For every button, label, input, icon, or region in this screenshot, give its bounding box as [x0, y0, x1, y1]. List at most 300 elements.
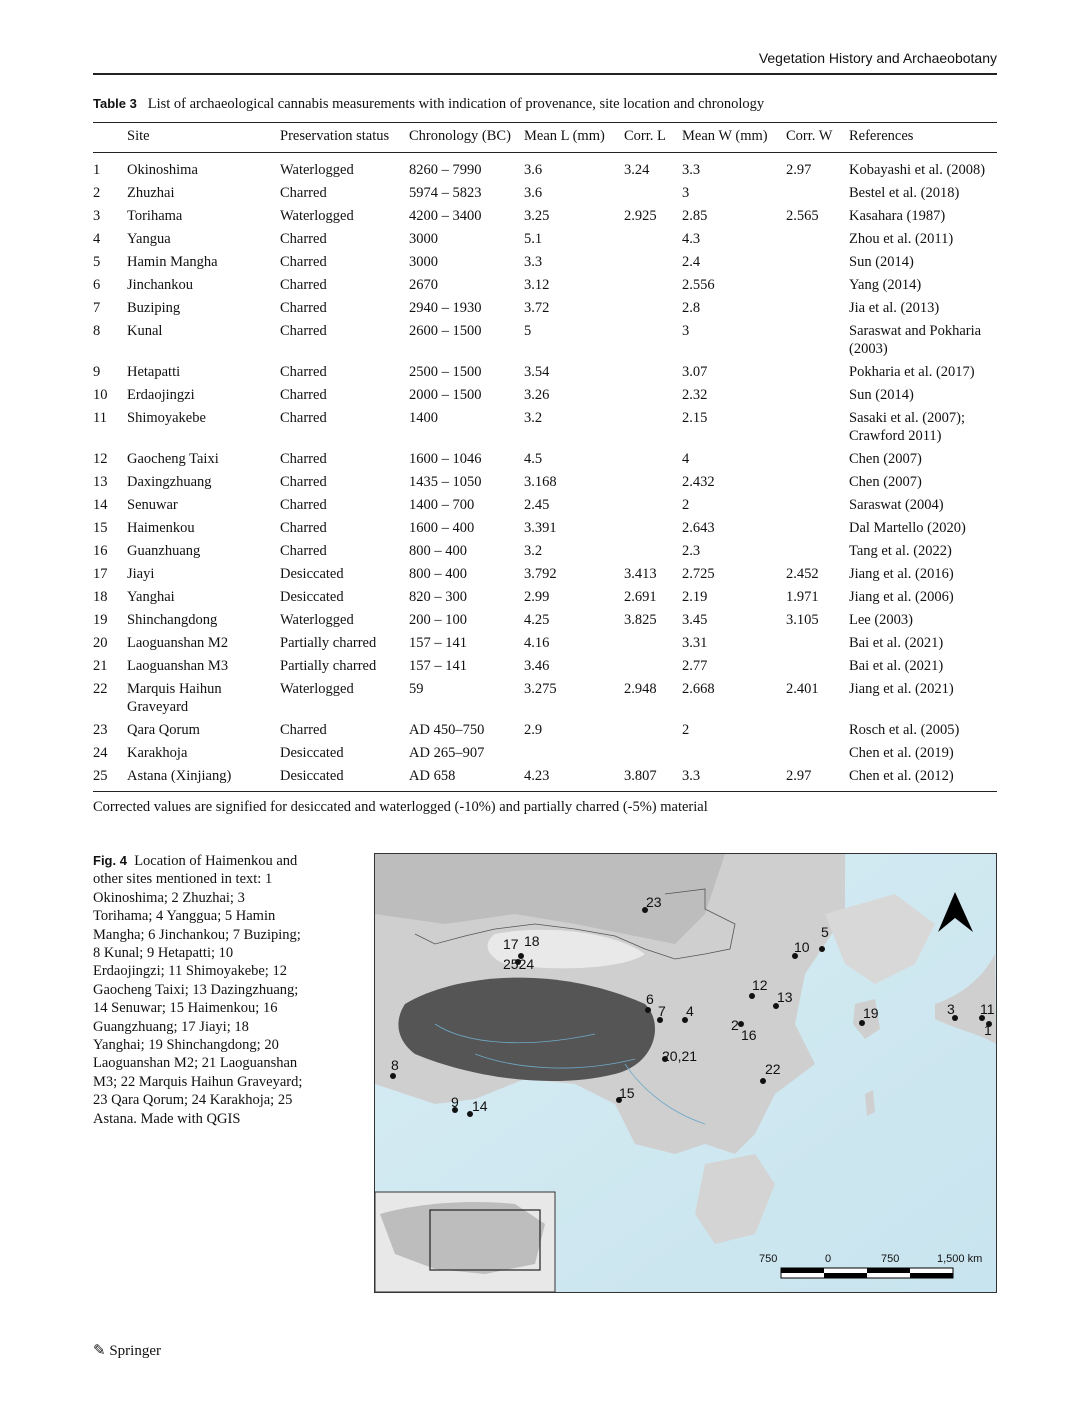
- scale-label: 1,500 km: [937, 1253, 983, 1265]
- corrected-width: 2.97: [786, 162, 812, 178]
- table-row: [93, 319, 997, 360]
- site-name: Shinchangdong: [127, 612, 218, 628]
- site-name: Laoguanshan M3: [127, 658, 229, 674]
- corrected-length: 3.413: [624, 566, 657, 582]
- site-label: 6: [646, 991, 654, 1007]
- mean-width: 2: [682, 497, 690, 513]
- col-header-preservation: Preservation status: [280, 128, 390, 144]
- corrected-length: [624, 273, 682, 296]
- site-name: Laoguanshan M2: [127, 635, 229, 651]
- mean-width: 2.32: [682, 387, 708, 403]
- table-row: [93, 296, 997, 319]
- corrected-length: 2.948: [624, 681, 657, 697]
- corrected-length: 3.807: [624, 768, 657, 784]
- site-name: Torihama: [127, 208, 183, 224]
- mean-length: [524, 741, 624, 764]
- chronology: 2000 – 1500: [409, 387, 482, 403]
- corrected-length: [624, 741, 682, 764]
- row-index: 2: [93, 185, 101, 201]
- site-label: 12: [752, 977, 768, 993]
- chronology: 800 – 400: [409, 566, 467, 582]
- row-index: 21: [93, 658, 108, 674]
- mean-length: 4.25: [524, 612, 550, 628]
- mean-length: 2.9: [524, 722, 543, 738]
- col-header-site: Site: [127, 128, 150, 144]
- reference[interactable]: Sasaki et al. (2007); Crawford 2011): [849, 410, 965, 444]
- chronology: 59: [409, 681, 424, 697]
- table-row: [93, 764, 997, 792]
- col-header-mean-w: Mean W (mm): [682, 128, 768, 144]
- preservation-status: Charred: [280, 185, 327, 201]
- table-row: [93, 718, 997, 741]
- reference[interactable]: Chen (2007): [849, 451, 922, 467]
- site-name: Hamin Mangha: [127, 254, 218, 270]
- site-name: Buziping: [127, 300, 181, 316]
- reference[interactable]: Yang (2014): [849, 277, 922, 293]
- corrected-length: [624, 383, 682, 406]
- reference[interactable]: Zhou et al. (2011): [849, 231, 954, 247]
- preservation-status: Desiccated: [280, 589, 344, 605]
- table-caption: [93, 96, 993, 113]
- reference[interactable]: Kobayashi et al. (2008): [849, 162, 986, 178]
- table-row: [93, 493, 997, 516]
- table-row: [93, 608, 997, 631]
- chronology: 157 – 141: [409, 635, 467, 651]
- reference[interactable]: Jiang et al. (2021): [849, 681, 954, 697]
- mean-length: 3.2: [524, 543, 543, 559]
- mean-length: 2.99: [524, 589, 550, 605]
- preservation-status: Charred: [280, 474, 327, 490]
- site-name: Haimenkou: [127, 520, 195, 536]
- preservation-status: Waterlogged: [280, 681, 354, 697]
- mean-length: 3.25: [524, 208, 550, 224]
- site-label: 22: [765, 1061, 781, 1077]
- col-header-chronology: Chronology (BC): [409, 128, 511, 144]
- preservation-status: Charred: [280, 277, 327, 293]
- preservation-status: Waterlogged: [280, 162, 354, 178]
- reference[interactable]: Tang et al. (2022): [849, 543, 952, 559]
- corrected-width: [786, 360, 849, 383]
- row-index: 8: [93, 323, 101, 339]
- corrected-length: 2.925: [624, 208, 657, 224]
- row-index: 3: [93, 208, 101, 224]
- chronology: 157 – 141: [409, 658, 467, 674]
- chronology: 4200 – 3400: [409, 208, 482, 224]
- preservation-status: Charred: [280, 300, 327, 316]
- reference[interactable]: Bai et al. (2021): [849, 658, 944, 674]
- site-name: Karakhoja: [127, 745, 188, 761]
- preservation-status: Charred: [280, 364, 327, 380]
- table-row: [93, 153, 997, 182]
- mean-width: [682, 741, 786, 764]
- table-row: [93, 631, 997, 654]
- preservation-status: Waterlogged: [280, 612, 354, 628]
- site-label: 19: [863, 1005, 879, 1021]
- row-index: 14: [93, 497, 108, 513]
- reference[interactable]: Bestel et al. (2018): [849, 185, 960, 201]
- scale-segment: [910, 1273, 953, 1278]
- corrected-length: [624, 227, 682, 250]
- table-row: [93, 181, 997, 204]
- row-index: 11: [93, 410, 107, 426]
- site-label: 9: [451, 1094, 459, 1110]
- mean-width: 3.3: [682, 162, 701, 178]
- table-header-row: [93, 123, 997, 153]
- site-label: 18: [524, 933, 540, 949]
- corrected-width: [786, 273, 849, 296]
- site-name: Yangua: [127, 231, 171, 247]
- corrected-length: [624, 493, 682, 516]
- site-point: [390, 1073, 396, 1079]
- reference[interactable]: Chen et al. (2012): [849, 768, 954, 784]
- site-name: Jiayi: [127, 566, 155, 582]
- site-label: 3: [947, 1001, 955, 1017]
- table-row: [93, 562, 997, 585]
- row-index: 18: [93, 589, 108, 605]
- preservation-status: Charred: [280, 387, 327, 403]
- mean-width: 4: [682, 451, 690, 467]
- col-header-mean-l: Mean L (mm): [524, 128, 605, 144]
- site-point: [749, 993, 755, 999]
- preservation-status: Charred: [280, 323, 327, 339]
- chronology: 820 – 300: [409, 589, 467, 605]
- site-name: Guanzhuang: [127, 543, 201, 559]
- site-label: 14: [472, 1098, 488, 1114]
- chronology: 200 – 100: [409, 612, 467, 628]
- preservation-status: Partially charred: [280, 635, 377, 651]
- chronology: 2940 – 1930: [409, 300, 482, 316]
- row-index: 23: [93, 722, 108, 738]
- preservation-status: Charred: [280, 231, 327, 247]
- corrected-length: 3.825: [624, 612, 657, 628]
- reference[interactable]: Saraswat (2004): [849, 497, 944, 513]
- corrected-width: [786, 319, 849, 360]
- reference[interactable]: Sun (2014): [849, 254, 914, 270]
- table-row: [93, 539, 997, 562]
- row-index: 15: [93, 520, 108, 536]
- site-name: Kunal: [127, 323, 163, 339]
- figure-caption: [93, 852, 303, 1128]
- reference[interactable]: Bai et al. (2021): [849, 635, 944, 651]
- corrected-length: [624, 296, 682, 319]
- table-label: Table 3: [93, 96, 137, 111]
- row-index: 24: [93, 745, 108, 761]
- chronology: 1600 – 1046: [409, 451, 482, 467]
- mean-width: 3: [682, 185, 690, 201]
- mean-length: 3.6: [524, 162, 543, 178]
- mean-length: 3.275: [524, 681, 557, 697]
- table-row: [93, 406, 997, 447]
- corrected-length: [624, 654, 682, 677]
- row-index: 25: [93, 768, 108, 784]
- mean-length: 3.391: [524, 520, 557, 536]
- row-index: 13: [93, 474, 108, 490]
- mean-length: 5.1: [524, 231, 543, 247]
- row-index: 17: [93, 566, 108, 582]
- chronology: AD 450–750: [409, 722, 485, 738]
- corrected-width: [786, 654, 849, 677]
- site-label: 13: [777, 989, 793, 1005]
- corrected-length: [624, 360, 682, 383]
- measurements-table: [93, 122, 997, 792]
- col-header-corr-w: Corr. W: [786, 128, 833, 144]
- table-row: [93, 654, 997, 677]
- site-label: 17: [503, 936, 519, 952]
- header-rule: [93, 73, 997, 75]
- table-body: [93, 153, 997, 792]
- site-name: Daxingzhuang: [127, 474, 212, 490]
- mean-width: 2.4: [682, 254, 701, 270]
- scale-segment: [824, 1273, 867, 1278]
- mean-length: 3.72: [524, 300, 550, 316]
- mean-width: 3.31: [682, 635, 708, 651]
- table-row: [93, 227, 997, 250]
- corrected-width: [786, 718, 849, 741]
- preservation-status: Desiccated: [280, 745, 344, 761]
- mean-width: 2.3: [682, 543, 701, 559]
- mean-length: 3.46: [524, 658, 550, 674]
- mean-length: 3.12: [524, 277, 550, 293]
- mean-width: 2.77: [682, 658, 708, 674]
- row-index: 7: [93, 300, 101, 316]
- chronology: 3000: [409, 231, 438, 247]
- preservation-status: Charred: [280, 520, 327, 536]
- corrected-length: 3.24: [624, 162, 650, 178]
- preservation-status: Partially charred: [280, 658, 377, 674]
- site-name: Zhuzhai: [127, 185, 175, 201]
- springer-logo-icon: ✎: [93, 1343, 106, 1359]
- reference[interactable]: Dal Martello (2020): [849, 520, 966, 536]
- col-header-references: References: [849, 128, 914, 144]
- site-label: 16: [741, 1027, 757, 1043]
- corrected-width: [786, 447, 849, 470]
- table-row: [93, 677, 997, 718]
- preservation-status: Charred: [280, 410, 327, 426]
- site-label: 5: [821, 924, 829, 940]
- table-row: [93, 250, 997, 273]
- mean-length: 4.23: [524, 768, 550, 784]
- reference[interactable]: Chen (2007): [849, 474, 922, 490]
- mean-length: 3.26: [524, 387, 550, 403]
- site-map: [374, 853, 997, 1293]
- reference[interactable]: Rosch et al. (2005): [849, 722, 960, 738]
- map-graphic: [375, 854, 996, 1292]
- table-row: [93, 470, 997, 493]
- reference[interactable]: Pokharia et al. (2017): [849, 364, 975, 380]
- corrected-width: 3.105: [786, 612, 819, 628]
- mean-length: 3.2: [524, 410, 543, 426]
- site-label: 8: [391, 1057, 399, 1073]
- mean-width: 3.07: [682, 364, 708, 380]
- reference[interactable]: Saraswat and Pokharia (2003): [849, 323, 982, 357]
- mean-length: 5: [524, 323, 532, 339]
- site-name: Okinoshima: [127, 162, 198, 178]
- chronology: 1400 – 700: [409, 497, 475, 513]
- reference[interactable]: Lee (2003): [849, 612, 914, 628]
- corrected-width: 2.401: [786, 681, 819, 697]
- table-row: [93, 516, 997, 539]
- mean-width: 2.8: [682, 300, 701, 316]
- chronology: 1435 – 1050: [409, 474, 482, 490]
- reference[interactable]: Chen et al. (2019): [849, 745, 954, 761]
- site-name: Jinchankou: [127, 277, 194, 293]
- mean-width: 2.15: [682, 410, 708, 426]
- mean-width: 2.432: [682, 474, 715, 490]
- preservation-status: Charred: [280, 543, 327, 559]
- corrected-length: [624, 181, 682, 204]
- col-header-corr-l: Corr. L: [624, 128, 666, 144]
- corrected-length: [624, 516, 682, 539]
- site-name: Marquis Haihun Graveyard: [127, 681, 222, 715]
- mean-width: 4.3: [682, 231, 701, 247]
- site-label: 2524: [503, 956, 535, 972]
- chronology: AD 658: [409, 768, 456, 784]
- running-head: Vegetation History and Archaeobotany: [758, 50, 997, 66]
- corrected-width: 2.565: [786, 208, 819, 224]
- chronology: 8260 – 7990: [409, 162, 482, 178]
- site-label: 1: [984, 1022, 992, 1038]
- reference[interactable]: Jia et al. (2013): [849, 300, 940, 316]
- site-name: Yanghai: [127, 589, 175, 605]
- scale-label: 0: [825, 1253, 832, 1265]
- preservation-status: Waterlogged: [280, 208, 354, 224]
- corrected-length: 2.691: [624, 589, 657, 605]
- mean-width: 2.725: [682, 566, 715, 582]
- corrected-length: [624, 406, 682, 447]
- mean-length: 4.16: [524, 635, 550, 651]
- chronology: 2500 – 1500: [409, 364, 482, 380]
- row-index: 5: [93, 254, 101, 270]
- mean-length: 3.54: [524, 364, 550, 380]
- table-row: [93, 447, 997, 470]
- mean-length: 2.45: [524, 497, 550, 513]
- mean-width: 2.85: [682, 208, 708, 224]
- reference[interactable]: Kasahara (1987): [849, 208, 946, 224]
- corrected-width: [786, 296, 849, 319]
- table-caption-text: List of archaeological cannabis measurements with indication of provenance, site location and chronology: [147, 96, 765, 112]
- mean-length: 3.3: [524, 254, 543, 270]
- preservation-status: Charred: [280, 451, 327, 467]
- site-name: Erdaojingzi: [127, 387, 195, 403]
- row-index: 1: [93, 162, 101, 178]
- corrected-width: [786, 406, 849, 447]
- corrected-width: [786, 516, 849, 539]
- mean-length: 3.6: [524, 185, 543, 201]
- corrected-width: [786, 470, 849, 493]
- site-name: Hetapatti: [127, 364, 181, 380]
- preservation-status: Charred: [280, 497, 327, 513]
- mean-width: 2.643: [682, 520, 715, 536]
- publisher-name: Springer: [109, 1343, 161, 1359]
- corrected-width: 2.97: [786, 768, 812, 784]
- figure-caption-text: Location of Haimenkou and other sites mentioned in text: 1 Okinoshima; 2 Zhuzhai; 3 Torihama; 4 Yanggua; 5 Hamin Mangha; 6 Jinchankou; 7 Buziping; 8 Kunal; 9 Hetapatti; 10 Erdaojingzi; 11 Shimoyakebe; 12 Gaocheng Taixi; 13 Dazingzhuang; 14 Senuwar; 15 Haimenkou; 16 Guangzhuang; 17 Jiayi; 18 Yanghai; 19 Shinchangdong; 20 Laoguanshan M2; 21 Laoguanshan M3; 22 Marquis Haihun Graveyard; 23 Qara Qorum; 24 Karakhoja; 25 Astana. Made with QGIS: [93, 853, 303, 1127]
- site-label: 10: [794, 939, 810, 955]
- site-point: [819, 946, 825, 952]
- scale-label: 750: [759, 1253, 778, 1265]
- table-row: [93, 585, 997, 608]
- mean-width: 2.19: [682, 589, 708, 605]
- chronology: 2670: [409, 277, 438, 293]
- site-label: 4: [686, 1003, 694, 1019]
- mean-length: 3.792: [524, 566, 557, 582]
- chronology: 3000: [409, 254, 438, 270]
- mean-width: 3: [682, 323, 690, 339]
- corrected-width: [786, 227, 849, 250]
- corrected-width: [786, 383, 849, 406]
- mean-width: 2.668: [682, 681, 715, 697]
- row-index: 16: [93, 543, 108, 559]
- reference[interactable]: Jiang et al. (2006): [849, 589, 954, 605]
- table-row: [93, 360, 997, 383]
- row-index: 4: [93, 231, 101, 247]
- chronology: AD 265–907: [409, 745, 485, 761]
- site-name: Senuwar: [127, 497, 178, 513]
- corrected-width: [786, 181, 849, 204]
- table-row: [93, 273, 997, 296]
- preservation-status: Charred: [280, 254, 327, 270]
- table-row: [93, 741, 997, 764]
- preservation-status: Desiccated: [280, 768, 344, 784]
- row-index: 12: [93, 451, 108, 467]
- chronology: 800 – 400: [409, 543, 467, 559]
- corrected-width: 2.452: [786, 566, 819, 582]
- site-label: 7: [658, 1003, 666, 1019]
- site-label: 15: [619, 1085, 635, 1101]
- chronology: 5974 – 5823: [409, 185, 482, 201]
- reference[interactable]: Jiang et al. (2016): [849, 566, 954, 582]
- corrected-width: [786, 250, 849, 273]
- chronology: 1600 – 400: [409, 520, 475, 536]
- site-name: Astana (Xinjiang): [127, 768, 232, 784]
- row-index: 6: [93, 277, 101, 293]
- mean-length: 3.168: [524, 474, 557, 490]
- corrected-length: [624, 470, 682, 493]
- corrected-width: [786, 631, 849, 654]
- site-name: Shimoyakebe: [127, 410, 206, 426]
- corrected-length: [624, 319, 682, 360]
- row-index: 20: [93, 635, 108, 651]
- corrected-length: [624, 539, 682, 562]
- site-name: Qara Qorum: [127, 722, 200, 738]
- table-row: [93, 383, 997, 406]
- corrected-length: [624, 250, 682, 273]
- reference[interactable]: Sun (2014): [849, 387, 914, 403]
- chronology: 2600 – 1500: [409, 323, 482, 339]
- site-label: 23: [646, 894, 662, 910]
- table-row: [93, 204, 997, 227]
- preservation-status: Charred: [280, 722, 327, 738]
- corrected-width: 1.971: [786, 589, 819, 605]
- chronology: 1400: [409, 410, 438, 426]
- corrected-length: [624, 631, 682, 654]
- publisher-footer: [93, 1341, 161, 1360]
- mean-width: 3.45: [682, 612, 708, 628]
- corrected-width: [786, 539, 849, 562]
- mean-width: 2: [682, 722, 690, 738]
- site-point: [645, 1007, 651, 1013]
- inset-map: [375, 1192, 555, 1292]
- corrected-length: [624, 718, 682, 741]
- row-index: 10: [93, 387, 108, 403]
- site-name: Gaocheng Taixi: [127, 451, 219, 467]
- scale-label: 750: [881, 1253, 900, 1265]
- preservation-status: Desiccated: [280, 566, 344, 582]
- corrected-width: [786, 493, 849, 516]
- site-point: [760, 1078, 766, 1084]
- mean-width: 3.3: [682, 768, 701, 784]
- row-index: 9: [93, 364, 101, 380]
- site-label: 20,21: [662, 1048, 698, 1064]
